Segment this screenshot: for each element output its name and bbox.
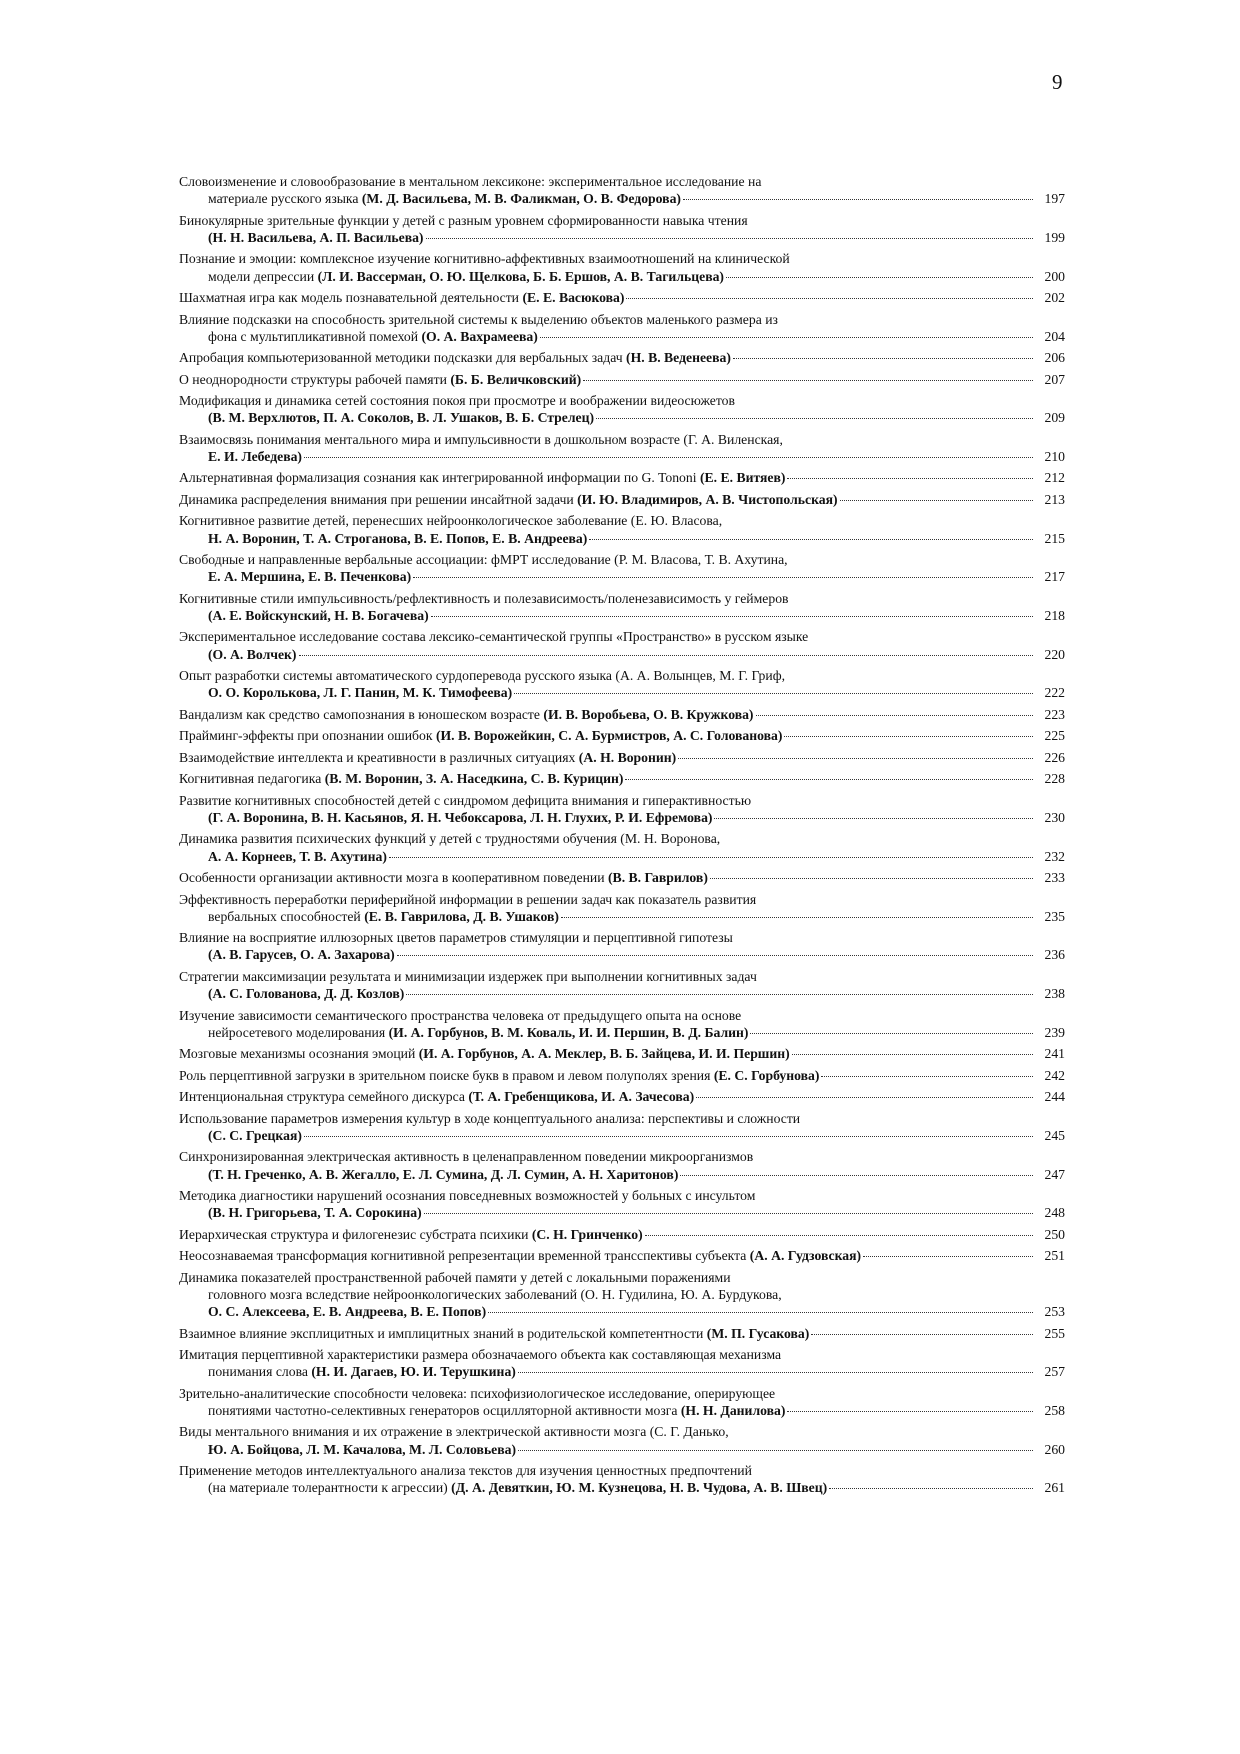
toc-entry-page: 223 (1044, 706, 1065, 722)
toc-entry-authors: (А. С. Голованова, Д. Д. Козлов) (208, 986, 405, 1002)
toc-entry-page: 261 (1044, 1480, 1065, 1496)
toc-entry-title: фона с мультипликативной помехой (208, 328, 422, 344)
toc-entry-authors: (И. В. Воробьева, О. В. Кружкова) (543, 706, 754, 722)
toc-entry-final-line (179, 1226, 1065, 1243)
toc-entry-text (208, 1402, 785, 1419)
toc-entry-authors: (А. В. Гарусев, О. А. Захарова) (208, 947, 395, 963)
table-of-contents (179, 173, 1065, 1501)
toc-entry[interactable] (179, 1423, 1065, 1457)
toc-entry-final-line (179, 1479, 1065, 1496)
toc-entry-text (208, 684, 512, 701)
toc-entry-text (208, 646, 297, 663)
toc-entry-page: 242 (1044, 1067, 1065, 1083)
toc-entry[interactable] (179, 830, 1065, 864)
toc-entry-title: Взаимодействие интеллекта и креативности в различных ситуациях (179, 749, 579, 765)
toc-entry-text (208, 448, 302, 465)
toc-entry-final-line (179, 1045, 1065, 1062)
toc-entry-text (179, 289, 624, 306)
dot-leader (431, 615, 1033, 617)
toc-entry-text (208, 1024, 748, 1041)
dot-leader (787, 477, 1033, 479)
toc-entry-authors: (О. А. Волчек) (208, 646, 297, 662)
toc-entry[interactable] (179, 667, 1065, 701)
toc-entry[interactable] (179, 392, 1065, 426)
dot-leader (561, 916, 1033, 918)
toc-entry[interactable] (179, 727, 1065, 744)
toc-entry-authors: (В. М. Воронин, З. А. Наседкина, С. В. Курицин) (324, 771, 624, 787)
toc-entry-page: 210 (1044, 449, 1065, 464)
toc-entry-authors: А. А. Корнеев, Т. В. Ахутина) (208, 848, 387, 864)
toc-entry-page: 260 (1044, 1441, 1065, 1457)
toc-entry-final-line (179, 908, 1065, 925)
toc-entry[interactable] (179, 1045, 1065, 1062)
toc-entry-page: 228 (1044, 771, 1065, 787)
toc-entry-title-line: Модификация и динамика сетей состояния покоя при просмотре и воображении видеосюжетов (179, 393, 735, 409)
toc-entry-authors: (Д. А. Девяткин, Ю. М. Кузнецова, Н. В. Чудова, А. В. Швец) (451, 1480, 828, 1496)
toc-entry-final-line (179, 1363, 1065, 1380)
toc-entry-final-line (179, 1325, 1065, 1342)
toc-entry-authors: О. С. Алексеева, Е. В. Андреева, В. Е. Попов) (208, 1304, 487, 1320)
toc-entry-authors: Е. А. Мершина, Е. В. Печенкова) (208, 569, 412, 585)
toc-entry-page: 250 (1044, 1226, 1065, 1242)
toc-entry-authors: (Н. Н. Васильева, А. П. Васильева) (208, 229, 424, 245)
toc-entry-text (179, 727, 782, 744)
toc-entry-title: Особенности организации активности мозга в кооперативном поведении (179, 870, 608, 886)
toc-entry-authors: (Н. В. Веденеева) (626, 350, 731, 366)
dot-leader (863, 1255, 1033, 1257)
toc-entry-final-line (179, 727, 1065, 744)
dot-leader (710, 877, 1033, 879)
toc-entry-title-line: Стратегии максимизации результата и минимизации издержек при выполнении когнитивных задач (179, 968, 757, 984)
toc-entry-title: Динамика распределения внимания при решении инсайтной задачи (179, 491, 578, 507)
toc-entry-title: Апробация компьютеризованной методики подсказки для вербальных задач (179, 350, 627, 366)
toc-entry-final-line (179, 568, 1065, 585)
toc-entry-final-line (179, 1166, 1065, 1183)
dot-leader (589, 538, 1033, 540)
toc-entry-final-line (179, 229, 1065, 246)
dot-leader (514, 692, 1033, 694)
toc-entry-title-line: Влияние подсказки на способность зрительной системы к выделению объектов маленького размера из (179, 311, 778, 327)
toc-entry-title-line: Словоизменение и словообразование в ментальном лексиконе: экспериментальное исследование на (179, 174, 762, 189)
toc-entry-final-line (179, 328, 1065, 345)
toc-entry[interactable] (179, 869, 1065, 886)
toc-entry-title: (на материале толерантности к агрессии) (208, 1480, 452, 1496)
toc-entry-text (208, 1303, 486, 1320)
toc-entry-title-line: Применение методов интеллектуального анализа текстов для изучения ценностных предпочтений (179, 1463, 752, 1479)
dot-leader (389, 856, 1033, 858)
toc-entry-authors: Ю. А. Бойцова, Л. М. Качалова, М. Л. Соловьева) (208, 1441, 517, 1457)
toc-entry-title-line: Динамика показателей пространственной рабочей памяти у детей с локальными поражениями (179, 1269, 731, 1285)
toc-entry[interactable] (179, 891, 1065, 925)
dot-leader (678, 757, 1033, 759)
toc-entry[interactable] (179, 289, 1065, 306)
toc-entry[interactable] (179, 349, 1065, 366)
toc-entry-page: 213 (1044, 491, 1065, 507)
dot-leader (756, 714, 1034, 716)
toc-entry-authors: (И. В. Ворожейкин, С. А. Бурмистров, А. С. Голованова) (435, 728, 783, 744)
toc-entry-final-line (179, 809, 1065, 826)
toc-entry[interactable] (179, 1148, 1065, 1182)
toc-entry-text (179, 706, 754, 723)
toc-entry-final-line (179, 1441, 1065, 1458)
toc-entry-title-line: Методика диагностики нарушений осознания повседневных возможностей у больных с инсультом (179, 1188, 756, 1204)
dot-leader (397, 954, 1033, 956)
toc-entry-page: 225 (1044, 728, 1065, 744)
toc-entry-page: 202 (1044, 290, 1065, 306)
toc-entry[interactable] (179, 590, 1065, 624)
toc-entry-page: 235 (1044, 908, 1065, 924)
toc-entry-title: Альтернативная формализация сознания как интегрированной информации по G. Tononi (179, 470, 700, 486)
toc-entry[interactable] (179, 250, 1065, 284)
toc-entry-page: 222 (1044, 685, 1065, 701)
toc-entry[interactable] (179, 371, 1065, 388)
toc-entry-text (208, 268, 724, 285)
toc-entry-final-line (179, 190, 1065, 207)
dot-leader (406, 993, 1033, 995)
toc-entry[interactable] (179, 749, 1065, 766)
dot-leader (829, 1487, 1033, 1489)
toc-entry-page: 207 (1044, 371, 1065, 387)
toc-entry-final-line (179, 268, 1065, 285)
toc-entry-final-line (179, 409, 1065, 426)
toc-entry-page: 200 (1044, 268, 1065, 284)
dot-leader (540, 336, 1033, 338)
toc-entry-page: 197 (1044, 191, 1065, 207)
dot-leader (787, 1410, 1033, 1412)
toc-entry-authors: (А. А. Гудзовская) (749, 1248, 862, 1264)
toc-entry-title-line: Экспериментальное исследование состава лексико-семантической группы «Пространство» в русском языке (179, 629, 809, 645)
toc-entry[interactable] (179, 706, 1065, 723)
toc-entry-text (208, 1166, 678, 1183)
toc-entry-page: 244 (1044, 1089, 1065, 1105)
toc-entry-title: Иерархическая структура и филогенезис субстрата психики (179, 1226, 532, 1242)
toc-entry-text (208, 607, 429, 624)
toc-entry-text (208, 1441, 516, 1458)
toc-entry-authors: (И. А. Горбунов, В. М. Коваль, И. И. Першин, В. Д. Балин) (388, 1024, 749, 1040)
dot-leader (840, 499, 1033, 501)
toc-entry-text (208, 946, 395, 963)
toc-entry-title: Вандализм как средство самопознания в юношеском возрасте (179, 706, 544, 722)
toc-entry-title-line: Имитация перцептивной характеристики размера обозначаемого объекта как составляющая механизма (179, 1347, 782, 1363)
toc-entry-final-line (179, 1024, 1065, 1041)
toc-entry[interactable] (179, 1110, 1065, 1144)
toc-entry-authors: (С. Н. Гринченко) (531, 1226, 643, 1242)
dot-leader (304, 456, 1033, 458)
toc-entry-page: 215 (1044, 530, 1065, 546)
toc-entry-authors: (Е. Е. Васюкова) (522, 290, 625, 306)
dot-leader (811, 1333, 1033, 1335)
toc-entry[interactable] (179, 1269, 1065, 1321)
page-number: 9 (1052, 70, 1063, 94)
toc-entry-page: 238 (1044, 986, 1065, 1002)
toc-entry-text (208, 409, 594, 426)
toc-entry-authors: (В. В. Гаврилов) (608, 870, 708, 886)
toc-entry-text (179, 770, 623, 787)
toc-entry-title: Мозговые механизмы осознания эмоций (179, 1046, 419, 1062)
toc-entry[interactable] (179, 792, 1065, 826)
toc-entry-authors: (Е. Е. Витяев) (699, 470, 786, 486)
toc-entry-final-line (179, 289, 1065, 306)
toc-entry-final-line (179, 985, 1065, 1002)
toc-entry[interactable] (179, 628, 1065, 662)
toc-entry-final-line (179, 469, 1065, 486)
toc-entry-page: 253 (1044, 1304, 1065, 1320)
toc-entry-title-line: Влияние на восприятие иллюзорных цветов параметров стимуляции и перцептивной гипотезы (179, 930, 733, 946)
toc-entry[interactable] (179, 491, 1065, 508)
toc-entry[interactable] (179, 431, 1065, 465)
toc-entry-final-line (179, 1067, 1065, 1084)
toc-entry-authors: (Е. В. Гаврилова, Д. В. Ушаков) (364, 908, 559, 924)
toc-entry-final-line (179, 1402, 1065, 1419)
toc-entry-text (208, 848, 387, 865)
toc-entry-page: 199 (1044, 229, 1065, 245)
toc-entry-authors: О. О. Королькова, Л. Г. Панин, М. К. Тимофеева) (208, 685, 513, 701)
dot-leader (683, 198, 1033, 200)
toc-entry-title: понимания слова (208, 1364, 312, 1380)
toc-entry-final-line (179, 684, 1065, 701)
toc-entry[interactable] (179, 212, 1065, 246)
toc-entry-page: 257 (1044, 1364, 1065, 1380)
toc-entry-title-line: Динамика развития психических функций у детей с трудностями обучения (М. Н. Воронова, (179, 831, 721, 847)
toc-entry-final-line (179, 530, 1065, 547)
toc-entry-page: 209 (1044, 410, 1065, 426)
toc-entry-title: Прайминг-эффекты при опознании ошибок (179, 728, 436, 744)
toc-entry-authors: (Н. Н. Данилова) (680, 1402, 786, 1418)
toc-entry-authors: Н. А. Воронин, Т. А. Строганова, В. Е. Попов, Е. В. Андреева) (208, 530, 588, 546)
dot-leader (299, 654, 1034, 656)
toc-entry-title-line: Развитие когнитивных способностей детей с синдромом дефицита внимания и гиперактивностью (179, 792, 752, 808)
toc-entry-title: Роль перцептивной загрузки в зрительном поиске букв в правом и левом полуполях зрения (179, 1067, 714, 1083)
toc-entry-text (208, 328, 538, 345)
toc-entry-text (208, 190, 681, 207)
toc-entry-text (208, 985, 404, 1002)
toc-entry-title: Неосознаваемая трансформация когнитивной репрезентации временной трансспективы субъекта (179, 1248, 750, 1264)
toc-entry[interactable] (179, 1247, 1065, 1264)
toc-entry-title: Шахматная игра как модель познавательной деятельности (179, 290, 523, 306)
toc-entry[interactable] (179, 1385, 1065, 1419)
toc-entry-title-line: Бинокулярные зрительные функции у детей с разным уровнем сформированности навыка чтения (179, 212, 748, 228)
toc-entry-text (179, 749, 676, 766)
toc-entry-authors: (М. Д. Васильева, М. В. Фаликман, О. В. Федорова) (361, 191, 681, 207)
dot-leader (426, 237, 1034, 239)
dot-leader (750, 1032, 1033, 1034)
toc-entry[interactable] (179, 1187, 1065, 1221)
toc-entry-final-line (179, 491, 1065, 508)
toc-entry-page: 232 (1044, 848, 1065, 864)
toc-entry-title-line: Изучение зависимости семантического пространства человека от предыдущего опыта на основе (179, 1007, 742, 1023)
toc-entry-title: понятиями частотно-селективных генераторов осцилляторной активности мозга (208, 1402, 681, 1418)
toc-entry-text (179, 1045, 790, 1062)
toc-entry[interactable] (179, 968, 1065, 1002)
toc-entry-final-line (179, 1127, 1065, 1144)
toc-entry[interactable] (179, 1067, 1065, 1084)
toc-entry-page: 255 (1044, 1325, 1065, 1341)
toc-entry-authors: (Б. Б. Величковский) (450, 371, 582, 387)
toc-entry-page: 248 (1044, 1205, 1065, 1221)
dot-leader (714, 817, 1033, 819)
toc-entry-title: модели депрессии (208, 268, 318, 284)
toc-entry-title-line: Использование параметров измерения культур в ходе концептуального анализа: перспективы и сложности (179, 1110, 801, 1126)
toc-entry-title: нейросетевого моделирования (208, 1024, 389, 1040)
toc-entry-final-line (179, 848, 1065, 865)
toc-entry-text (179, 371, 581, 388)
dot-leader (645, 1234, 1033, 1236)
toc-entry-final-line (179, 607, 1065, 624)
toc-entry-title: Когнитивная педагогика (179, 771, 325, 787)
toc-entry[interactable] (179, 1325, 1065, 1342)
toc-entry-page: 204 (1044, 328, 1065, 344)
toc-entry-text (179, 349, 731, 366)
toc-entry-title: материале русского языка (208, 191, 362, 207)
toc-entry-authors: (И. А. Горбунов, А. А. Меклер, В. Б. Зайцева, И. И. Першин) (418, 1046, 790, 1062)
toc-entry-authors: (Г. А. Воронина, В. Н. Касьянов, Я. Н. Чебоксарова, Л. Н. Глухих, Р. И. Ефремова) (208, 809, 713, 825)
toc-entry-page: 212 (1044, 470, 1065, 486)
toc-entry-page: 258 (1044, 1402, 1065, 1418)
toc-entry-authors: (А. Н. Воронин) (578, 749, 677, 765)
toc-entry-final-line (179, 349, 1065, 366)
toc-entry-final-line (179, 1204, 1065, 1221)
dot-leader (625, 778, 1033, 780)
toc-entry-text (208, 1479, 827, 1496)
toc-entry-authors: (В. М. Верхлютов, П. А. Соколов, В. Л. Ушаков, В. Б. Стрелец) (208, 410, 595, 426)
toc-entry-authors: (С. С. Грецкая) (208, 1127, 302, 1143)
dot-leader (413, 576, 1033, 578)
toc-entry-final-line (179, 371, 1065, 388)
toc-entry-page: 220 (1044, 646, 1065, 662)
toc-entry-page: 206 (1044, 350, 1065, 366)
toc-entry[interactable] (179, 1346, 1065, 1380)
dot-leader (726, 276, 1033, 278)
toc-entry[interactable] (179, 311, 1065, 345)
toc-entry-text (179, 1247, 861, 1264)
toc-entry-page: 241 (1044, 1046, 1065, 1062)
dot-leader (304, 1135, 1033, 1137)
toc-entry[interactable] (179, 173, 1065, 207)
dot-leader (596, 417, 1033, 419)
toc-entry-page: 230 (1044, 809, 1065, 825)
toc-entry-page: 245 (1044, 1127, 1065, 1143)
toc-entry-authors: (А. Е. Войскунский, Н. В. Богачева) (208, 607, 429, 623)
toc-entry-authors: (М. П. Гусакова) (706, 1325, 810, 1341)
dot-leader (626, 297, 1033, 299)
toc-entry-text (179, 1226, 643, 1243)
toc-entry-text (179, 1067, 819, 1084)
toc-entry-text (208, 908, 559, 925)
toc-entry-title-line: Когнитивные стили импульсивность/рефлективность и полезависимость/поленезависимость у геймеров (179, 590, 789, 606)
toc-entry-authors: (Е. С. Горбунова) (713, 1067, 820, 1083)
toc-entry-text (208, 229, 424, 246)
toc-entry-title-line: Взаимосвязь понимания ментального мира и импульсивности в дошкольном возрасте (Г. А. Виленская, (179, 431, 783, 447)
toc-entry-final-line (179, 1247, 1065, 1264)
toc-entry-text (179, 1325, 809, 1342)
toc-entry-final-line (179, 448, 1065, 465)
toc-entry-final-line (179, 1088, 1065, 1105)
toc-entry[interactable] (179, 770, 1065, 787)
toc-entry-authors: Е. И. Лебедева) (208, 449, 302, 464)
toc-entry-title-line: Свободные и направленные вербальные ассоциации: фМРТ исследование (Р. М. Власова, Т. В. Ахутина, (179, 552, 788, 568)
toc-entry-authors: (О. А. Вахрамеева) (421, 328, 538, 344)
toc-entry-text (208, 530, 587, 547)
toc-entry-title: Интенциональная структура семейного дискурса (179, 1089, 469, 1105)
toc-entry-title-line: головного мозга вследствие нейроонкологических заболеваний (О. Н. Гудилина, Ю. А. Бурдукова, (208, 1286, 782, 1302)
dot-leader (424, 1212, 1033, 1214)
toc-entry-authors: (В. Н. Григорьева, Т. А. Сорокина) (208, 1205, 422, 1221)
toc-entry-final-line (179, 706, 1065, 723)
toc-entry[interactable] (179, 1088, 1065, 1105)
toc-entry[interactable] (179, 551, 1065, 585)
toc-entry-authors: (Т. А. Гребенщикова, И. А. Зачесова) (468, 1089, 695, 1105)
dot-leader (583, 379, 1033, 381)
dot-leader (518, 1449, 1033, 1451)
dot-leader (696, 1096, 1033, 1098)
toc-entry-title-line: Зрительно-аналитические способности человека: психофизиологическое исследование, оперирующее (179, 1385, 776, 1401)
toc-entry-text (208, 1204, 422, 1221)
toc-entry-title: вербальных способностей (208, 908, 365, 924)
toc-entry-title-line: Синхронизированная электрическая активность в целенаправленном поведении микроорганизмов (179, 1149, 754, 1165)
dot-leader (784, 735, 1033, 737)
toc-entry-authors: (Л. И. Вассерман, О. Ю. Щелкова, Б. Б. Ершов, А. В. Тагильцева) (317, 268, 724, 284)
dot-leader (792, 1053, 1033, 1055)
toc-entry-title-line: Эффективность переработки периферийной информации в решении задач как показатель развития (179, 891, 757, 907)
toc-entry-text (208, 809, 712, 826)
toc-entry-page: 217 (1044, 569, 1065, 585)
toc-entry-final-line (179, 1303, 1065, 1320)
toc-entry-page: 226 (1044, 749, 1065, 765)
toc-entry-page: 218 (1044, 607, 1065, 623)
toc-entry[interactable] (179, 929, 1065, 963)
dot-leader (821, 1075, 1033, 1077)
toc-entry[interactable] (179, 1462, 1065, 1496)
toc-entry-text (208, 568, 411, 585)
toc-entry-text (179, 469, 785, 486)
toc-entry-text (208, 1363, 516, 1380)
toc-entry-final-line (179, 946, 1065, 963)
toc-entry-title: Взаимное влияние эксплицитных и имплицитных знаний в родительской компетентности (179, 1325, 707, 1341)
dot-leader (733, 357, 1033, 359)
toc-entry-page: 233 (1044, 870, 1065, 886)
toc-entry-text (179, 869, 708, 886)
toc-entry-title: О неоднородности структуры рабочей памяти (179, 371, 451, 387)
toc-entry-page: 251 (1044, 1248, 1065, 1264)
toc-entry-final-line (179, 749, 1065, 766)
dot-leader (488, 1311, 1033, 1313)
toc-entry-authors: (Н. И. Дагаев, Ю. И. Терушкина) (311, 1364, 516, 1380)
dot-leader (518, 1371, 1033, 1373)
toc-entry-text (179, 491, 838, 508)
toc-entry[interactable] (179, 469, 1065, 486)
toc-entry-text (179, 1088, 694, 1105)
toc-entry-page: 239 (1044, 1024, 1065, 1040)
toc-entry-title-line: Познание и эмоции: комплексное изучение когнитивно-аффективных взаимоотношений на клинической (179, 251, 790, 267)
toc-entry[interactable] (179, 1226, 1065, 1243)
toc-entry-page: 247 (1044, 1166, 1065, 1182)
toc-entry-title-line: Виды ментального внимания и их отражение в электрической активности мозга (С. Г. Данько, (179, 1424, 729, 1440)
toc-entry-page: 236 (1044, 947, 1065, 963)
toc-entry-final-line (179, 646, 1065, 663)
toc-entry[interactable] (179, 1007, 1065, 1041)
toc-entry-final-line (179, 770, 1065, 787)
toc-entry-final-line (179, 869, 1065, 886)
toc-entry-authors: (И. Ю. Владимиров, А. В. Чистопольская) (577, 491, 838, 507)
dot-leader (680, 1174, 1033, 1176)
toc-entry[interactable] (179, 512, 1065, 546)
toc-entry-text (208, 1127, 302, 1144)
toc-entry-title-line: Когнитивное развитие детей, перенесших нейроонкологическое заболевание (Е. Ю. Власова, (179, 513, 723, 529)
toc-entry-authors: (Т. Н. Греченко, А. В. Жегалло, Е. Л. Сумина, Д. Л. Сумин, А. Н. Харитонов) (208, 1166, 679, 1182)
toc-entry-title-line: Опыт разработки системы автоматического сурдоперевода русского языка (А. А. Волынцев, М. Г. Гриф, (179, 668, 785, 684)
